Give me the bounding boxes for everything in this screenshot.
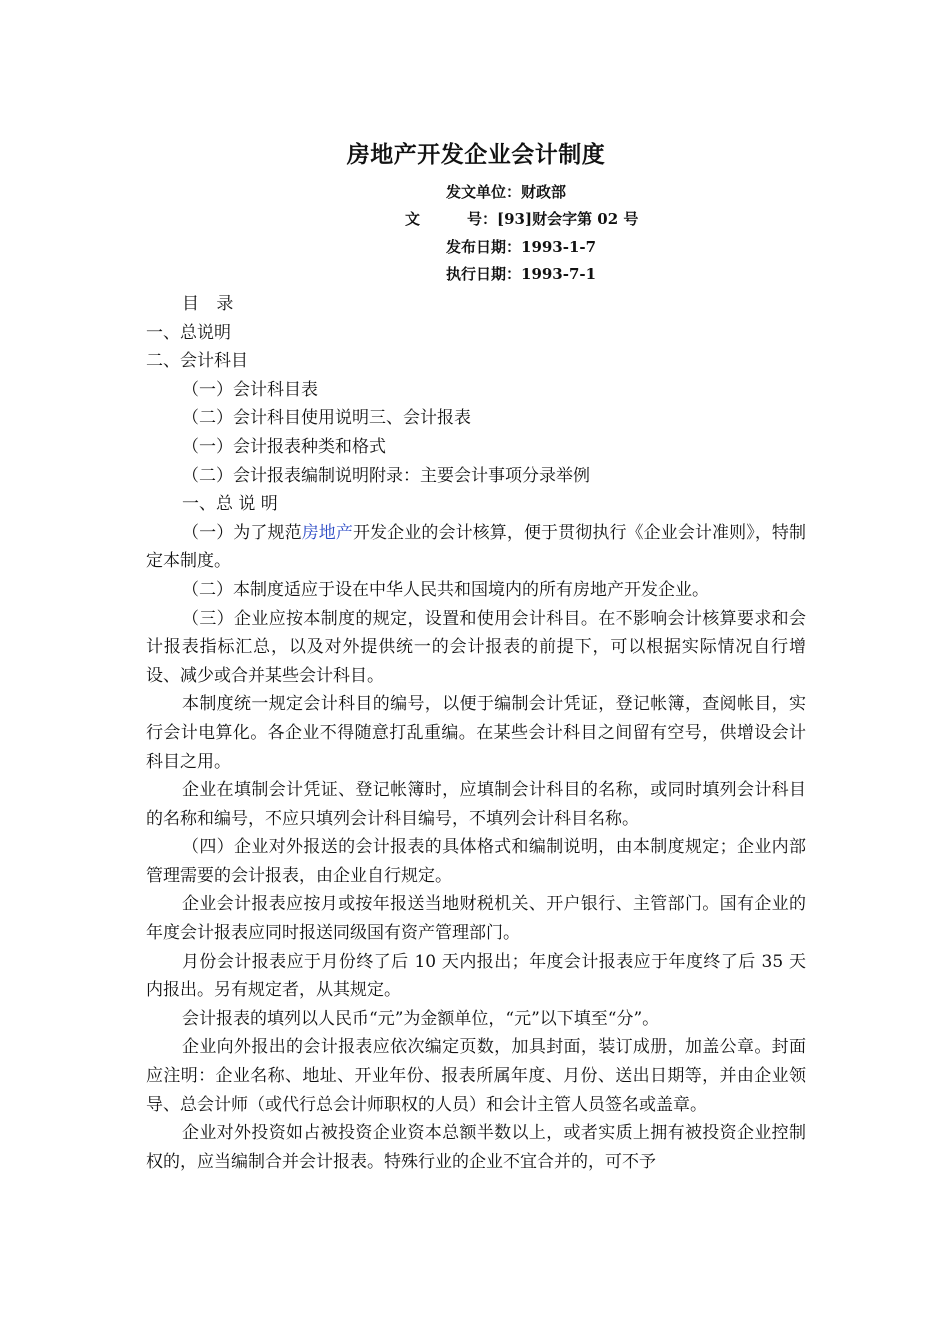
- paragraph-text: 开发企业的会计核算，便于贯彻执行《企业会计准则》，特制定本制度。: [146, 522, 807, 572]
- paragraph-2: （二）本制度适应于设在中华人民共和国境内的所有房地产开发企业。: [182, 579, 709, 600]
- paragraph-9: 会计报表的填列以人民币“元”为金额单位，“元”以下填至“分”。: [182, 1008, 660, 1029]
- paragraph-5: 企业在填制会计凭证、登记帐簿时，应填制会计科目的名称，或同时填列会计科目的名称和编号，不应只填列会计科目编号，不填列会计科目名称。: [146, 780, 806, 829]
- toc-heading: 目 录: [182, 294, 240, 314]
- doc-number-label: 文: [405, 210, 421, 228]
- real-estate-link[interactable]: 房地产: [301, 522, 353, 543]
- paragraph-4: 本制度统一规定会计科目的编号，以便于编制会计凭证，登记帐簿，查阅帐目，实行会计电算化。各企业不得随意打乱重编。在某些会计科目之间留有空号，供增设会计科目之用。: [146, 694, 806, 772]
- paragraph-7: 企业会计报表应按月或按年报送当地财税机关、开户银行、主管部门。国有企业的年度会计报表应同时报送同级国有资产管理部门。: [146, 894, 806, 944]
- issuer-line: 发文单位：财政部: [446, 183, 567, 201]
- paragraph-1: [146, 519, 806, 576]
- toc-item: （二）会计报表编制说明附录：主要会计事项分录举例: [182, 465, 590, 486]
- toc-item: 二、会计科目: [146, 351, 248, 372]
- toc-item: 一、总说明: [146, 322, 231, 343]
- toc-item: （二）会计科目使用说明三、会计报表: [182, 408, 471, 429]
- toc-item: （一）会计报表种类和格式: [182, 436, 386, 457]
- document-body: [146, 290, 806, 1176]
- effective-date-line: 执行日期：1993-7-1: [446, 265, 597, 283]
- doc-number-line: 号：[93]财会字第 02 号: [467, 210, 639, 228]
- document-title: 房地产开发企业会计制度: [346, 141, 606, 168]
- paragraph-6: （四）企业对外报送的会计报表的具体格式和编制说明，由本制度规定；企业内部管理需要的会计报表，由企业自行规定。: [146, 837, 806, 886]
- paragraph-text: （一）为了规范: [182, 522, 302, 543]
- toc-item: （一）会计科目表: [182, 379, 318, 400]
- publish-date-line: 发布日期：1993-1-7: [446, 238, 597, 256]
- paragraph-3: （三）企业应按本制度的规定，设置和使用会计科目。在不影响会计核算要求和会计报表指标汇总，以及对外提供统一的会计报表的前提下，可以根据实际情况自行增设、减少或合并某些会计科目。: [146, 608, 806, 686]
- paragraph-8: 月份会计报表应于月份终了后 10 天内报出；年度会计报表应于年度终了后 35 天内报出。另有规定者，从其规定。: [146, 951, 806, 1001]
- paragraph-10: 企业向外报出的会计报表应依次编定页数，加具封面，装订成册，加盖公章。封面应注明：企业名称、地址、开业年份、报表所属年度、月份、送出日期等，并由企业领导、总会计师（或代行总会计师职权的人员）和会计主管人员签名或盖章。: [146, 1037, 806, 1115]
- paragraph-11: 企业对外投资如占被投资企业资本总额半数以上，或者实质上拥有被投资企业控制权的，应当编制合并会计报表。特殊行业的企业不宜合并的，可不予: [146, 1123, 806, 1172]
- section-heading: 一、总 说 明: [182, 494, 278, 515]
